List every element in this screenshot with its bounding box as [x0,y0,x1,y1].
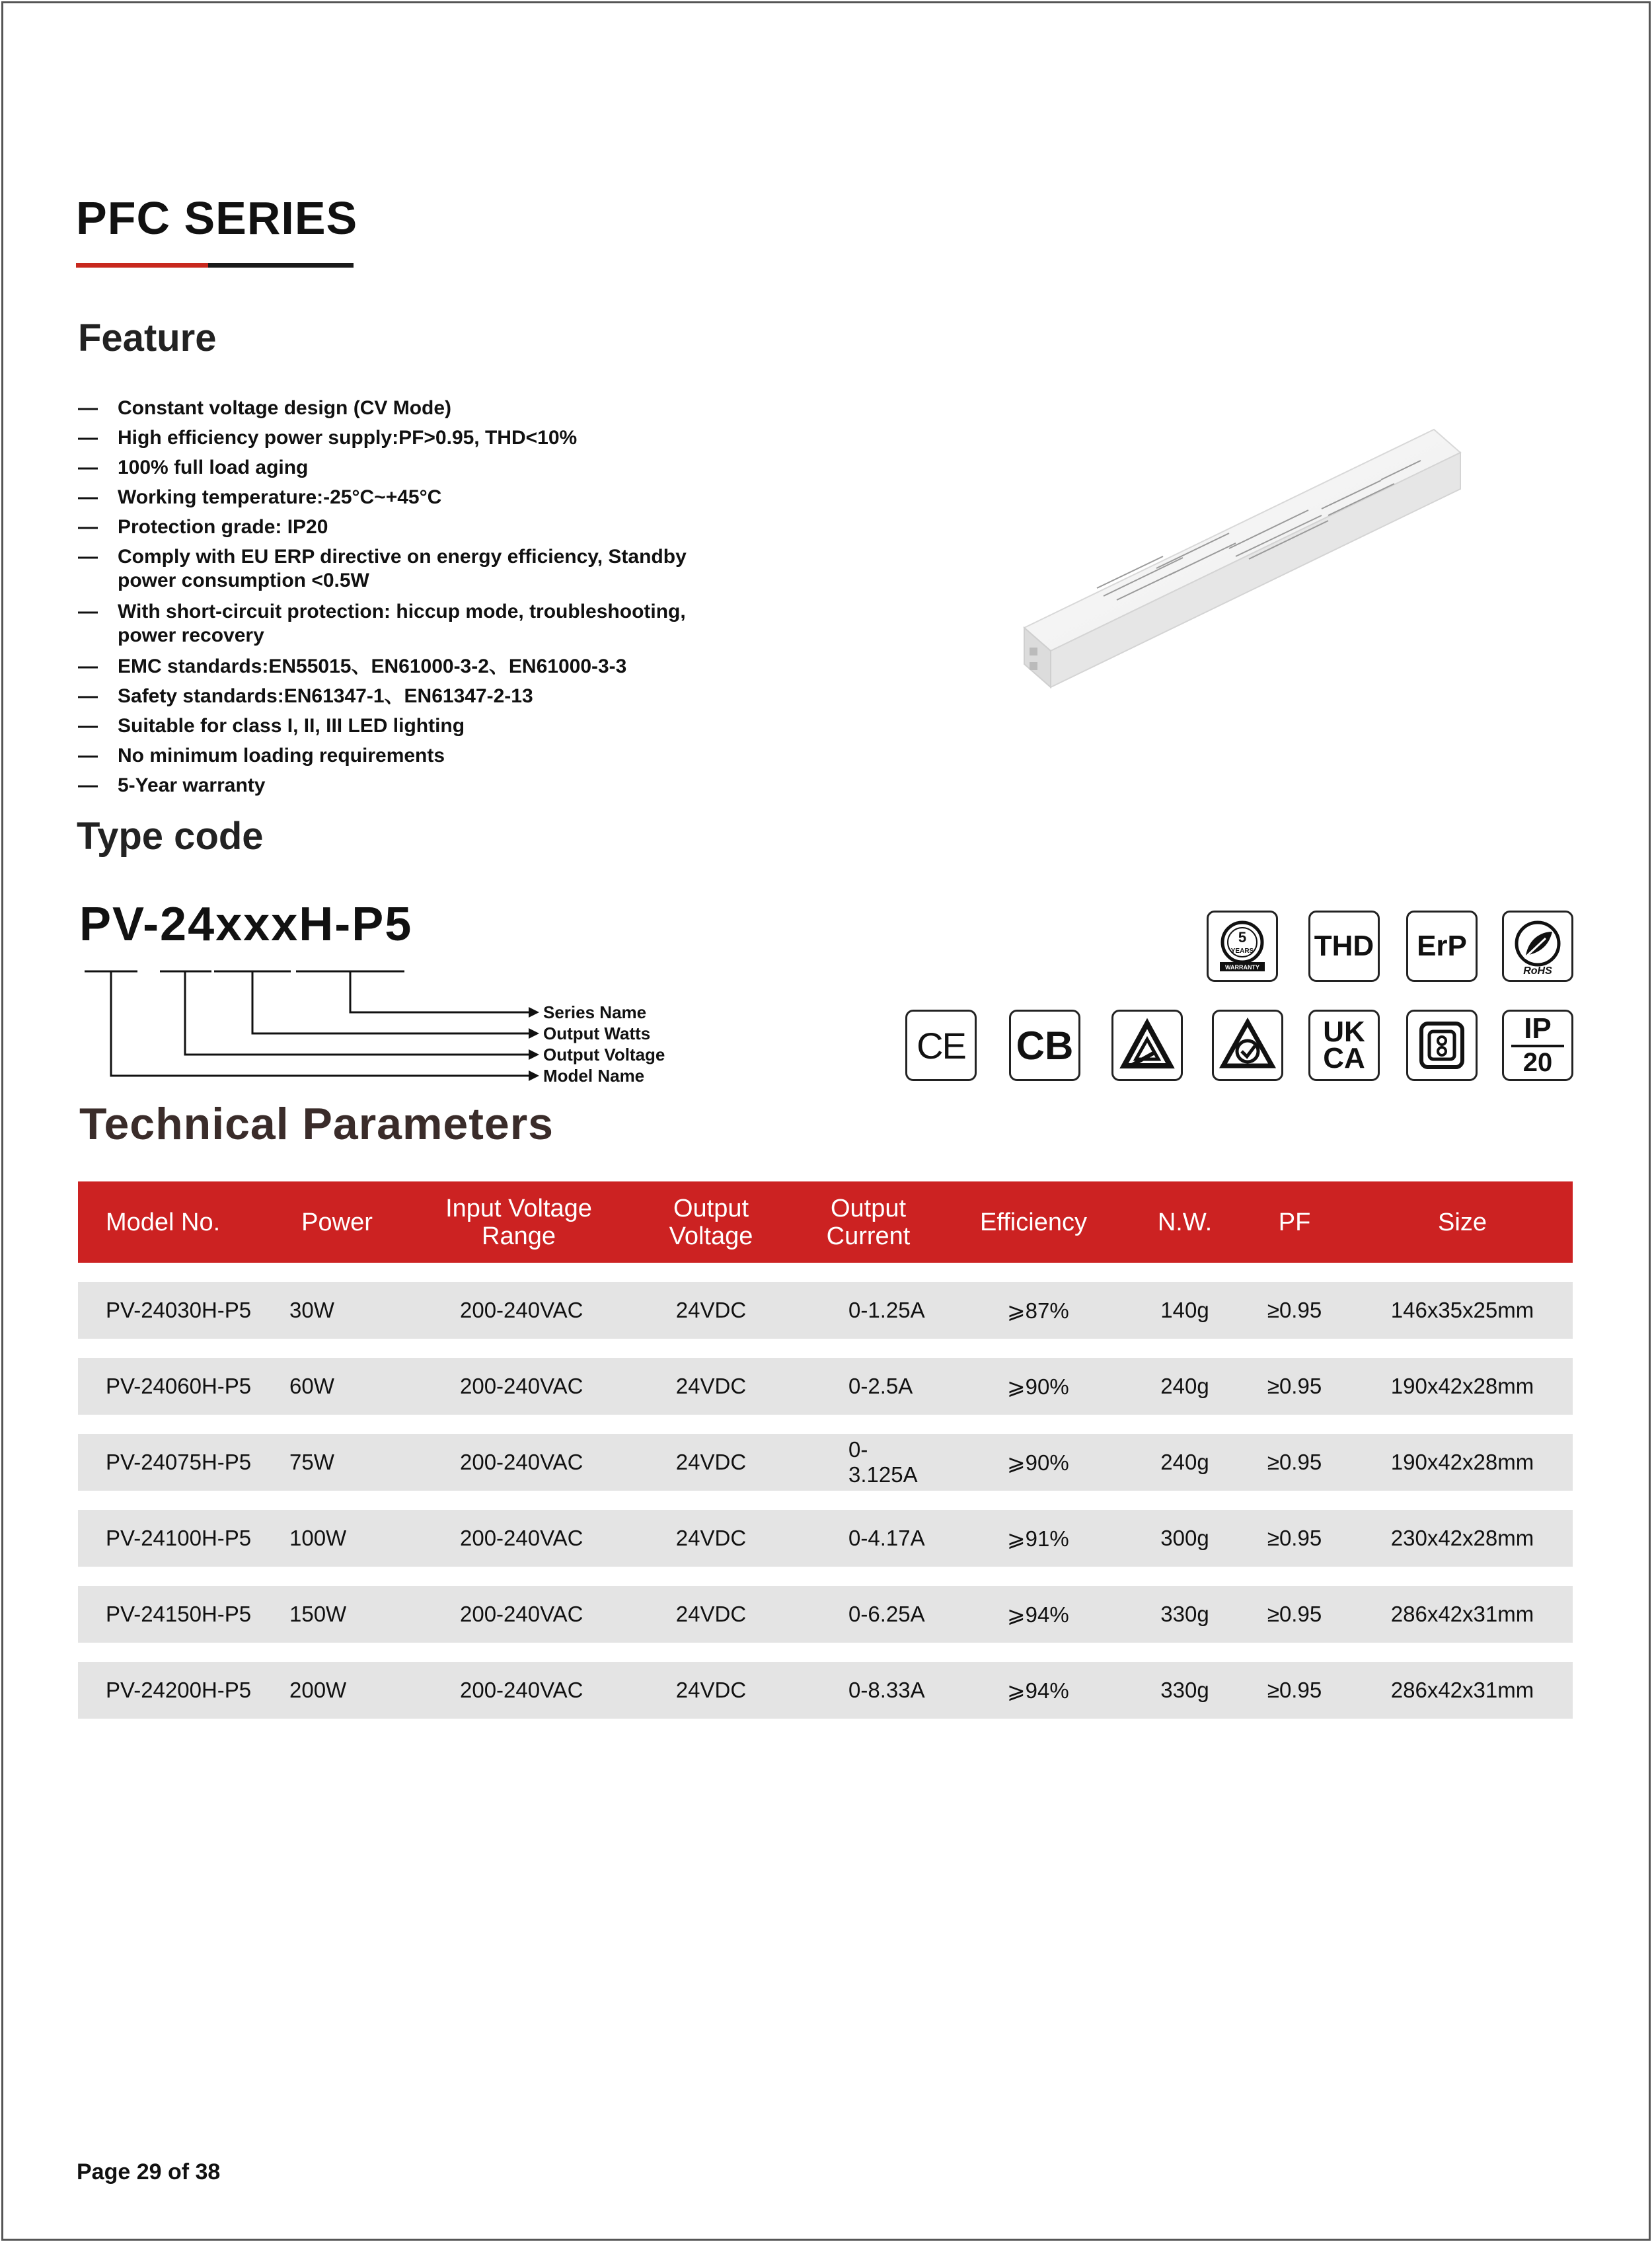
svg-text:5: 5 [1238,929,1247,946]
col-header-input-voltage: Input Voltage Range [445,1194,592,1250]
type-code-heading: Type code [77,815,264,858]
table-header-row [78,1181,1573,1263]
series-title: PFC SERIES [76,192,358,244]
thd-icon: THD [1308,911,1380,982]
feature-heading: Feature [78,317,217,359]
ukca-mark-icon: UK CA [1308,1010,1380,1081]
rohs-icon [1502,911,1573,982]
feature-item: — 5-Year warranty [78,774,266,796]
col-header-efficiency: Efficiency [980,1208,1087,1236]
feature-item: — Suitable for class I, II, III LED lighting [78,715,465,737]
col-header-model: Model No. [106,1208,221,1236]
feature-item: — Protection grade: IP20 [78,516,328,538]
class-ii-icon [1406,1010,1478,1081]
ip20-icon: IP 20 [1502,1010,1573,1081]
type-label-model-name: Model Name [543,1066,645,1086]
technical-parameters-heading: Technical Parameters [79,1099,554,1149]
col-header-nw: N.W. [1157,1208,1213,1236]
col-header-output-current: Output Current [826,1194,911,1250]
type-label-output-voltage: Output Voltage [543,1045,665,1065]
table-row: PV-24075H-P5 75W 200-240VAC 24VDC 0-3.125A ⩾90% 240g ≥0.95 190x42x28mm [78,1434,1573,1491]
col-header-power: Power [301,1208,373,1236]
title-underline [76,263,354,268]
feature-item: — High efficiency power supply:PF>0.95, THD<10% [78,427,578,449]
product-image [1011,416,1474,720]
feature-item: — Comply with EU ERP directive on energy efficiency, Standby power consumption <0.5W [78,546,687,591]
ce-mark-icon: CE [905,1010,977,1081]
type-code: PV-24xxxH-P5 [79,898,413,951]
type-label-output-watts: Output Watts [543,1024,651,1043]
page-number: Page 29 of 38 [77,2159,221,2185]
col-header-output-voltage: Output Voltage [669,1194,753,1250]
warranty-5-years-icon [1207,911,1278,982]
feature-item: — Safety standards:EN61347-1、EN61347-2-13 [78,685,533,707]
feature-item: — No minimum loading requirements [78,745,445,766]
table-row: PV-24150H-P5 150W 200-240VAC 24VDC 0-6.25A ⩾94% 330g ≥0.95 286x42x31mm [78,1586,1573,1643]
feature-list [78,396,712,803]
svg-text:WARRANTY: WARRANTY [1225,964,1259,971]
triangle-mark-icon [1111,1010,1183,1081]
type-label-series-name: Series Name [543,1002,647,1022]
col-header-size: Size [1438,1208,1487,1236]
feature-item: — 100% full load aging [78,457,309,478]
cb-mark-icon: CB [1009,1010,1080,1081]
table-row: PV-24200H-P5 200W 200-240VAC 24VDC 0-8.33A ⩾94% 330g ≥0.95 286x42x31mm [78,1662,1573,1719]
feature-item: — With short-circuit protection: hiccup mode, troubleshooting, power recovery [78,601,686,646]
feature-item: — Constant voltage design (CV Mode) [78,397,452,419]
rcm-mark-icon [1212,1010,1283,1081]
erp-icon: ErP [1406,911,1478,982]
svg-text:RoHS: RoHS [1523,965,1552,977]
feature-item: — EMC standards:EN55015、EN61000-3-2、EN61000-3-3 [78,655,627,677]
table-row: PV-24100H-P5 100W 200-240VAC 24VDC 0-4.17A ⩾91% 300g ≥0.95 230x42x28mm [78,1510,1573,1567]
parameters-table [78,1181,1573,1719]
table-row: PV-24030H-P5 30W 200-240VAC 24VDC 0-1.25A ⩾87% 140g ≥0.95 146x35x25mm [78,1282,1573,1339]
feature-item: — Working temperature:-25°C~+45°C [78,486,442,508]
table-row: PV-24060H-P5 60W 200-240VAC 24VDC 0-2.5A ⩾90% 240g ≥0.95 190x42x28mm [78,1358,1573,1415]
svg-text:YEARS: YEARS [1230,948,1254,955]
col-header-pf: PF [1278,1208,1311,1236]
